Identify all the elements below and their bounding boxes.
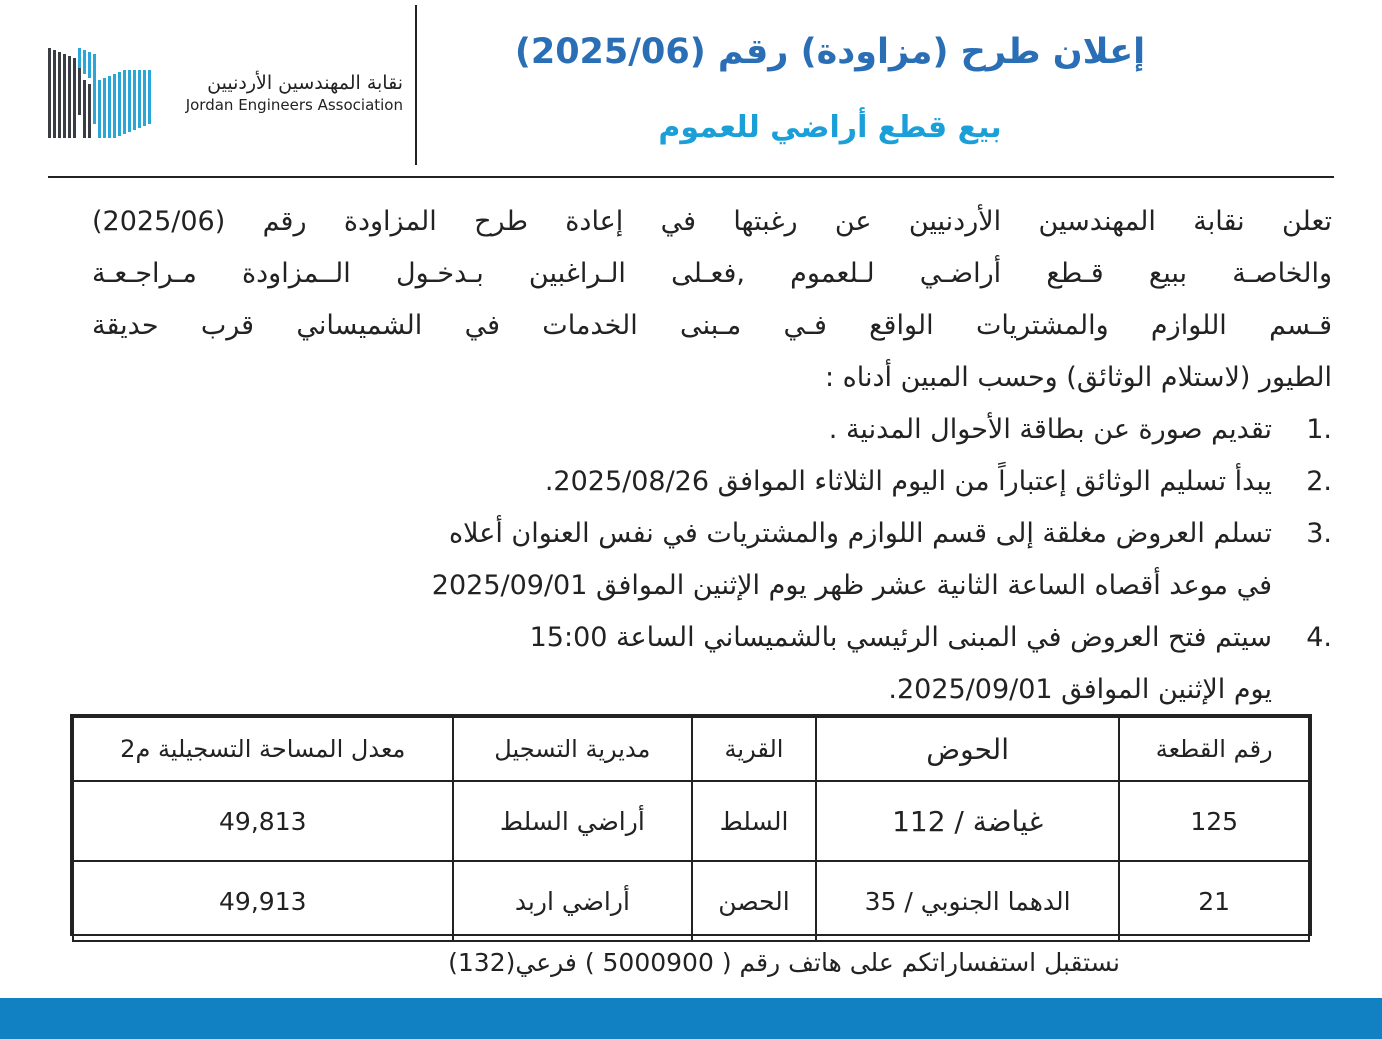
logo-name-arabic: نقابة المهندسين الأردنيين	[207, 72, 403, 94]
list-item	[92, 612, 1332, 716]
header-divider	[415, 5, 417, 165]
list-item-number: 2.	[1306, 466, 1332, 497]
footer-bar	[0, 998, 1382, 1039]
logo	[40, 40, 410, 150]
header-plot-number: رقم القطعة	[1119, 717, 1309, 781]
announcement-body	[92, 196, 1332, 716]
list-item	[92, 508, 1332, 612]
cell-basin: غياضة / 112	[816, 781, 1120, 861]
list-item-text: تسلم العروض مغلقة إلى قسم اللوازم والمشتريات في نفس العنوان أعلاه	[448, 518, 1272, 549]
cell-village: السلط	[692, 781, 816, 861]
plots-table	[70, 714, 1312, 936]
header-area: معدل المساحة التسجيلية م2	[73, 717, 453, 781]
list-item-number: 4.	[1306, 622, 1332, 653]
cell-village: الحصن	[692, 861, 816, 941]
table-row	[73, 861, 1309, 941]
intro-line-1: تعلن نقابة المهندسين الأردنيين عن رغبتها في إعادة طرح المزاودة رقم (2025/06)	[92, 206, 1332, 237]
cell-basin: الدهما الجنوبي / 35	[816, 861, 1120, 941]
list-item	[92, 456, 1332, 508]
cell-directorate: أراضي السلط	[453, 781, 693, 861]
list-item-text: تقديم صورة عن بطاقة الأحوال المدنية .	[828, 414, 1272, 445]
logo-name-english: Jordan Engineers Association	[185, 96, 403, 114]
list-item-number: 1.	[1306, 414, 1332, 445]
jea-logo-icon	[40, 40, 160, 150]
page-subtitle: بيع قطع أراضي للعموم	[658, 110, 1002, 145]
header-directorate: مديرية التسجيل	[453, 717, 693, 781]
list-item-text: يوم الإثنين الموافق 2025/09/01.	[888, 674, 1272, 705]
table-row	[73, 781, 1309, 861]
header-basin: الحوض	[816, 717, 1120, 781]
cell-area: 49,913	[73, 861, 453, 941]
contact-note: نستقبل استفساراتكم على هاتف رقم ( 5000900 ) فرعي(132)	[448, 948, 1120, 977]
list-item-text: في موعد أقصاه الساعة الثانية عشر ظهر يوم الإثنين الموافق 2025/09/01	[431, 570, 1272, 601]
list-item	[92, 404, 1332, 456]
list-item-text: يبدأ تسليم الوثائق إعتباراً من اليوم الثلاثاء الموافق 2025/08/26.	[544, 466, 1272, 497]
header-rule	[48, 176, 1334, 178]
cell-plot-number: 125	[1119, 781, 1309, 861]
table-header-row	[73, 717, 1309, 781]
cell-area: 49,813	[73, 781, 453, 861]
intro-line-2: والخاصـة ببيع قـطع أراضـي لـلعموم ,فعـلى الـراغبين بـدخـول الــمزاودة مـراجـعـة	[92, 258, 1332, 289]
list-item-text: سيتم فتح العروض في المبنى الرئيسي بالشميساني الساعة 15:00	[529, 622, 1272, 653]
header-village: القرية	[692, 717, 816, 781]
page-title: إعلان طرح (مزاودة) رقم (2025/06)	[514, 32, 1146, 72]
list-item-number: 3.	[1306, 518, 1332, 549]
intro-line-4: الطيور (لاستلام الوثائق) وحسب المبين أدناه :	[824, 362, 1332, 393]
cell-plot-number: 21	[1119, 861, 1309, 941]
intro-line-3: قـسم اللوازم والمشتريات الواقع فـي مـبنى الخدمات في الشميساني قرب حديقة	[92, 310, 1332, 341]
cell-directorate: أراضي اربد	[453, 861, 693, 941]
